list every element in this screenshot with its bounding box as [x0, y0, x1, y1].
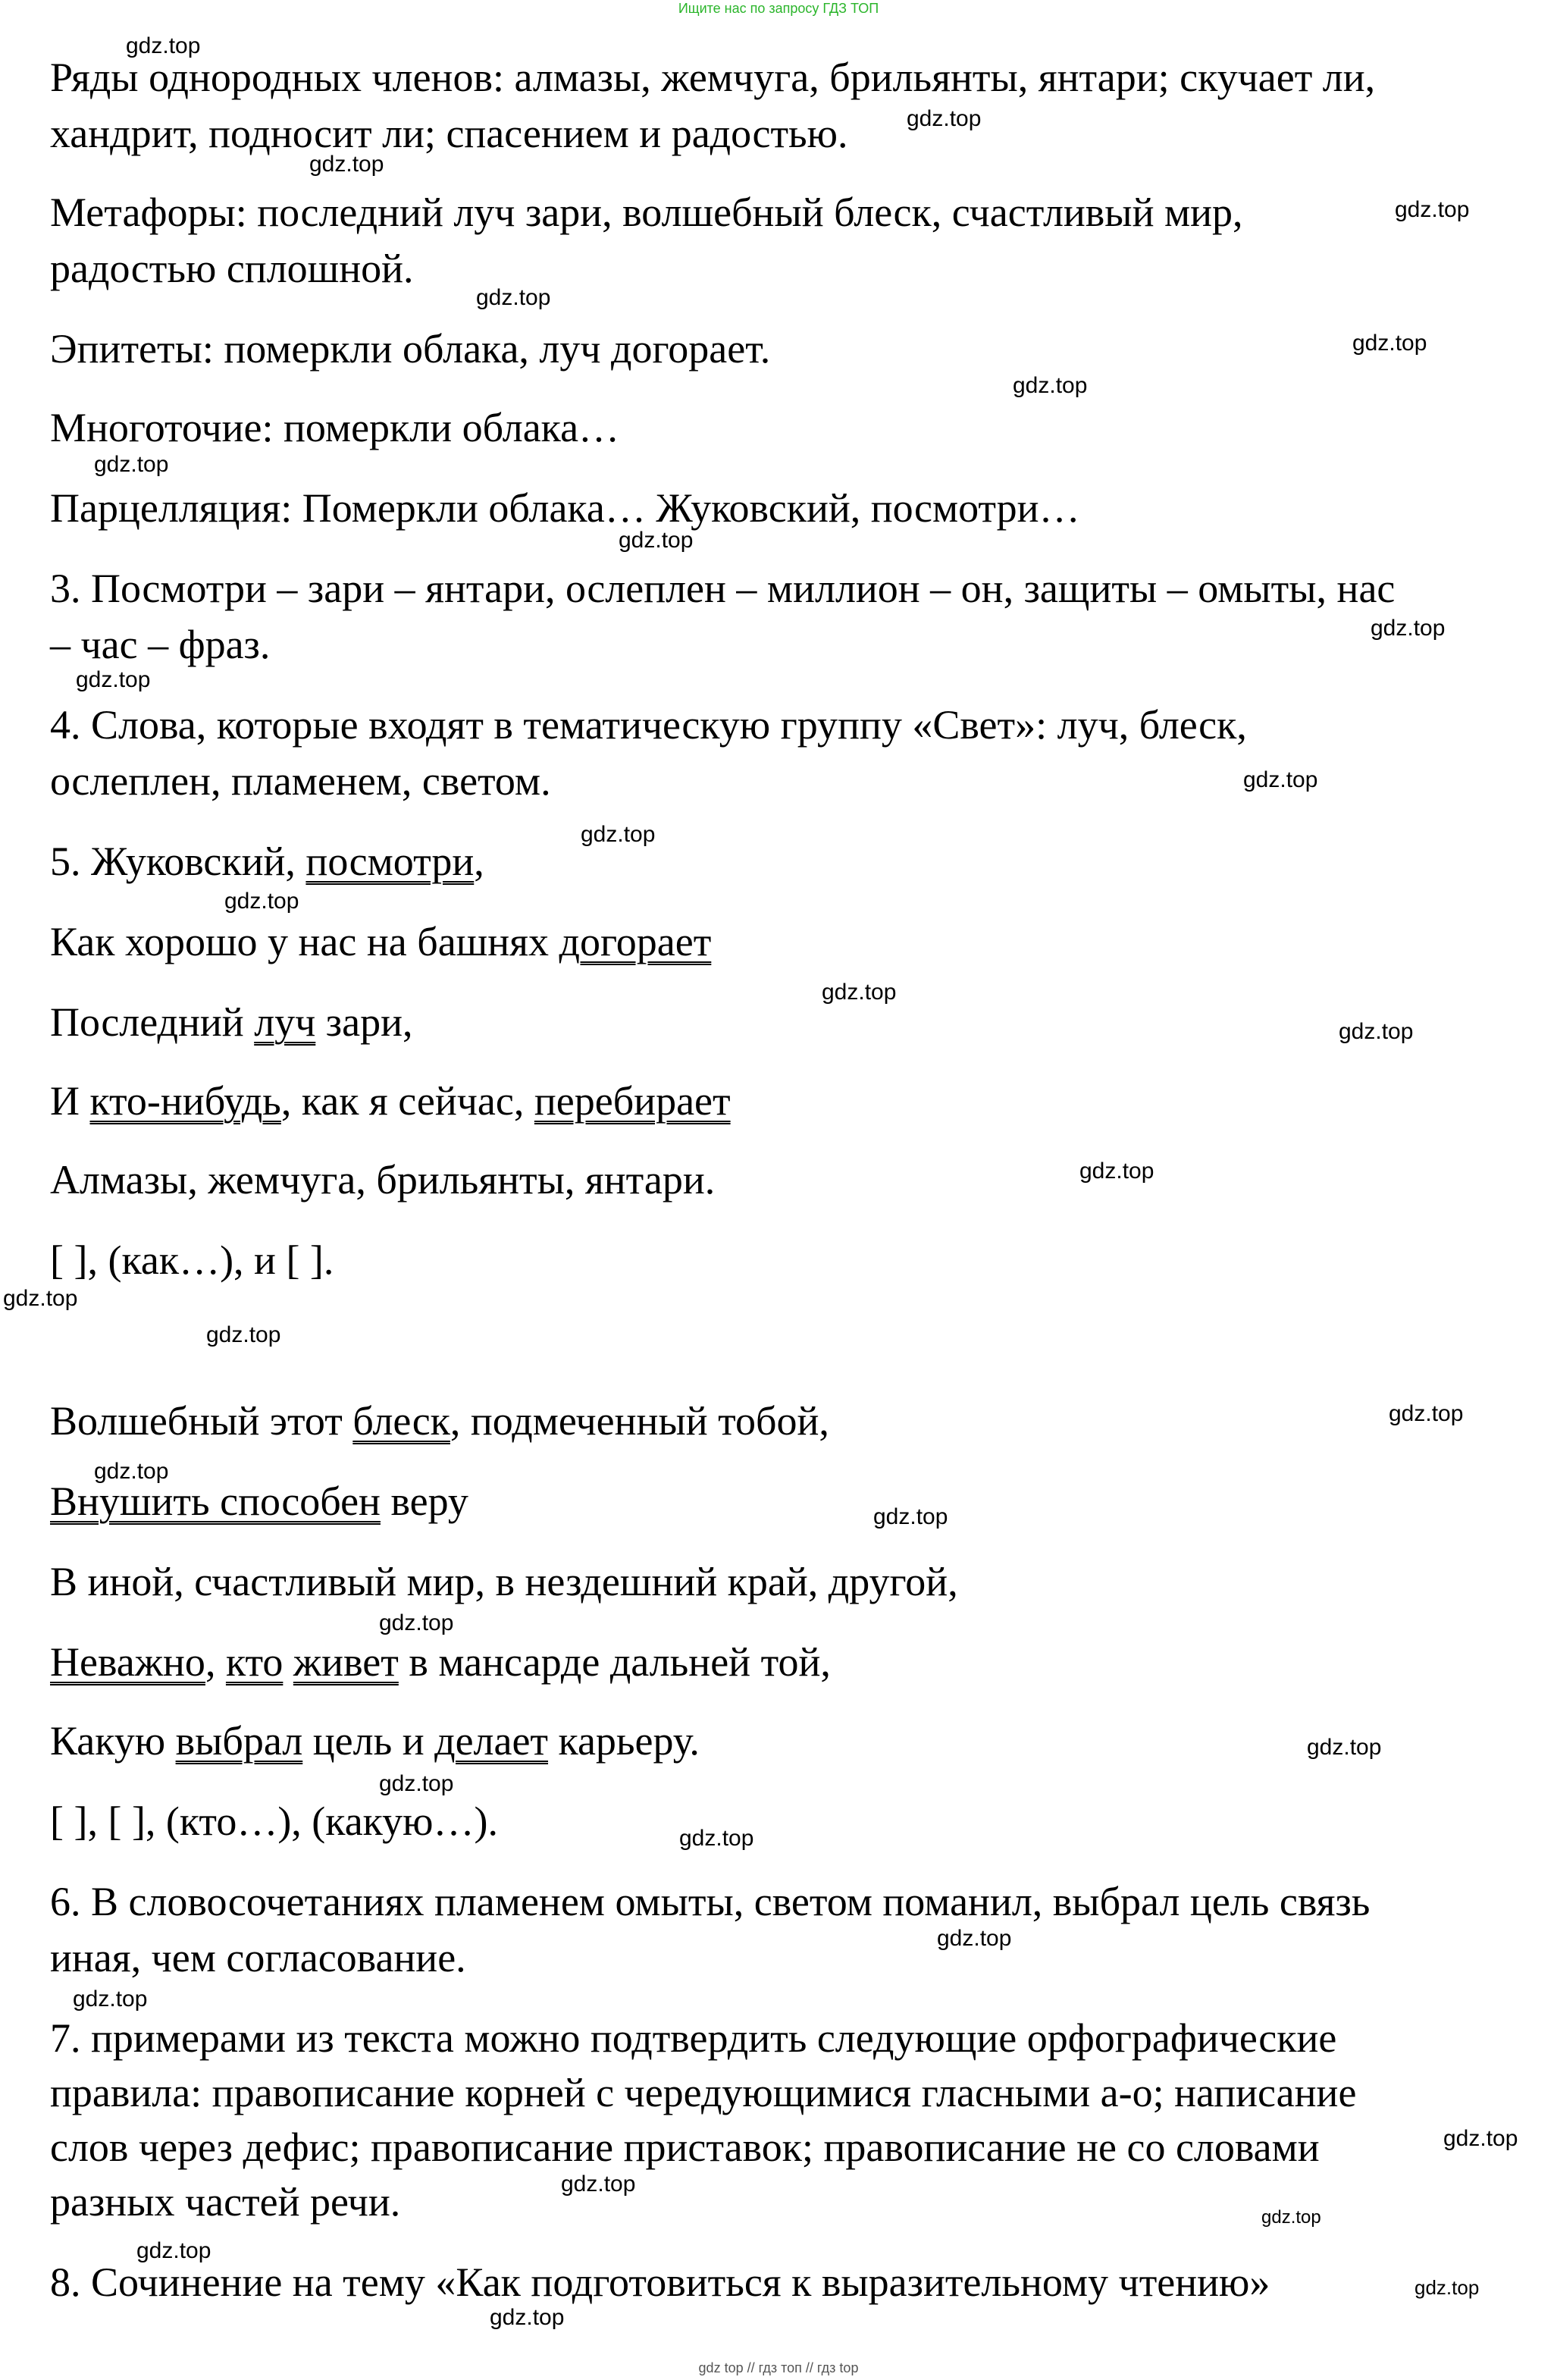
watermark: gdz.top [224, 889, 299, 914]
text-line: правила: правописание корней с чередующимися гласными а-о; написание [50, 2070, 1357, 2115]
sentence-scheme: [ ], [ ], (кто…), (какую…). [50, 1798, 498, 1844]
predicate-underlined: живет [293, 1639, 399, 1685]
subject-underlined: луч [254, 999, 316, 1045]
text-line: разных частей речи. [50, 2179, 401, 2225]
watermark: gdz.top [206, 1322, 281, 1347]
watermark: gdz.top [1414, 2276, 1480, 2299]
text-segment: Волшебный этот [50, 1398, 353, 1444]
subject-underlined: кто [225, 1639, 284, 1685]
watermark: gdz.top [822, 980, 897, 1005]
watermark: gdz.top [561, 2171, 636, 2197]
text-segment: веру [380, 1478, 468, 1524]
text-segment: цель и [302, 1718, 435, 1764]
poem-line [50, 914, 711, 969]
text-line: 6. В словосочетаниях пламенем омыты, светом поманил, выбрал цель связь [50, 1879, 1371, 1924]
watermark: gdz.top [1261, 2207, 1321, 2228]
text-line: радостью сплошной. [50, 246, 414, 291]
watermark: gdz.top [3, 1286, 78, 1311]
watermark: gdz.top [379, 1610, 454, 1635]
text-segment: , как я сейчас, [280, 1078, 534, 1124]
watermark: gdz.top [136, 2238, 211, 2263]
watermark: gdz.top [76, 667, 151, 692]
watermark: gdz.top [94, 1459, 169, 1484]
text-line: Парцелляция: Померкли облака… Жуковский, посмотри… [50, 485, 1080, 531]
watermark: gdz.top [379, 1771, 454, 1796]
footer-note: gdz top // гдз топ // гдз top [698, 2360, 859, 2375]
watermark: gdz.top [490, 2305, 565, 2330]
poem-line [50, 834, 484, 889]
text-line: ослеплен, пламенем, светом. [50, 758, 551, 804]
watermark: gdz.top [907, 106, 982, 131]
poem-line: Алмазы, жемчуга, брильянты, янтари. [50, 1157, 716, 1203]
watermark: gdz.top [581, 822, 656, 847]
text-line: слов через дефис; правописание приставок; правописание не со словами [50, 2124, 1320, 2170]
watermark: gdz.top [1389, 1401, 1464, 1426]
poem-line [50, 1714, 700, 1768]
text-segment: Как хорошо у нас на башнях [50, 919, 559, 964]
poem-line: В иной, счастливый мир, в нездешний край, другой, [50, 1559, 958, 1604]
predicate-underlined: делает [434, 1718, 549, 1764]
text-line: Ряды однородных членов: алмазы, жемчуга, брильянты, янтари; скучает ли, [50, 55, 1376, 100]
watermark: gdz.top [1013, 373, 1088, 398]
text-segment: в мансарде дальней той, [398, 1639, 831, 1685]
watermark: gdz.top [1395, 197, 1470, 222]
search-hint-banner: Ищите нас по запросу ГДЗ ТОП [678, 1, 879, 16]
poem-line [50, 1394, 829, 1448]
text-line: хандрит, подносит ли; спасением и радостью. [50, 111, 848, 156]
text-segment: Какую [50, 1718, 176, 1764]
predicate-underlined: Внушить способен [50, 1478, 381, 1524]
text-segment: , подмеченный тобой, [450, 1398, 829, 1444]
watermark: gdz.top [1443, 2126, 1518, 2151]
poem-line [50, 1074, 731, 1128]
poem-line [50, 1635, 831, 1689]
text-segment: , [205, 1639, 226, 1685]
text-segment: карьеру. [548, 1718, 700, 1764]
watermark: gdz.top [309, 152, 384, 177]
text-line: Эпитеты: померкли облака, луч догорает. [50, 326, 771, 372]
text-segment: зари, [315, 999, 413, 1045]
watermark: gdz.top [1079, 1159, 1154, 1184]
watermark: gdz.top [1243, 767, 1318, 792]
text-segment: , [474, 839, 484, 884]
predicate-underlined: выбрал [175, 1718, 303, 1764]
text-line: 4. Слова, которые входят в тематическую группу «Свет»: луч, блеск, [50, 702, 1247, 748]
poem-line [50, 995, 413, 1049]
text-line: 3. Посмотри – зари – янтари, ослеплен – миллион – он, защиты – омыты, нас [50, 566, 1396, 611]
text-line: 7. примерами из текста можно подтвердить следующие орфографические [50, 2015, 1337, 2061]
text-segment: И [50, 1078, 90, 1124]
watermark: gdz.top [619, 528, 694, 553]
predicate-underlined: перебирает [534, 1078, 731, 1124]
text-line: Метафоры: последний луч зари, волшебный блеск, счастливый мир, [50, 190, 1243, 235]
watermark: gdz.top [126, 33, 201, 58]
watermark: gdz.top [1371, 616, 1446, 641]
watermark: gdz.top [94, 452, 169, 477]
watermark: gdz.top [1352, 331, 1427, 356]
text-line: Многоточие: померкли облака… [50, 405, 620, 450]
text-segment: 5. Жуковский, [50, 839, 306, 884]
watermark: gdz.top [873, 1504, 948, 1529]
watermark: gdz.top [679, 1826, 754, 1851]
watermark: gdz.top [476, 285, 551, 310]
text-segment: Последний [50, 999, 255, 1045]
text-line: 8. Сочинение на тему «Как подготовиться к выразительному чтению» [50, 2259, 1270, 2305]
watermark: gdz.top [1307, 1735, 1382, 1760]
sentence-scheme: [ ], (как…), и [ ]. [50, 1237, 334, 1283]
predicate-underlined: догорает [559, 919, 712, 964]
text-line: – час – фраз. [50, 622, 271, 667]
predicate-underlined: Неважно [50, 1639, 205, 1685]
watermark: gdz.top [73, 1986, 148, 2012]
watermark: gdz.top [1339, 1019, 1414, 1044]
subject-underlined: блеск [352, 1398, 450, 1444]
subject-underlined: кто-нибудь [89, 1078, 281, 1124]
text-line: иная, чем согласование. [50, 1935, 466, 1980]
predicate-underlined: посмотри [305, 839, 475, 884]
watermark: gdz.top [937, 1926, 1012, 1951]
text-segment [283, 1639, 293, 1685]
